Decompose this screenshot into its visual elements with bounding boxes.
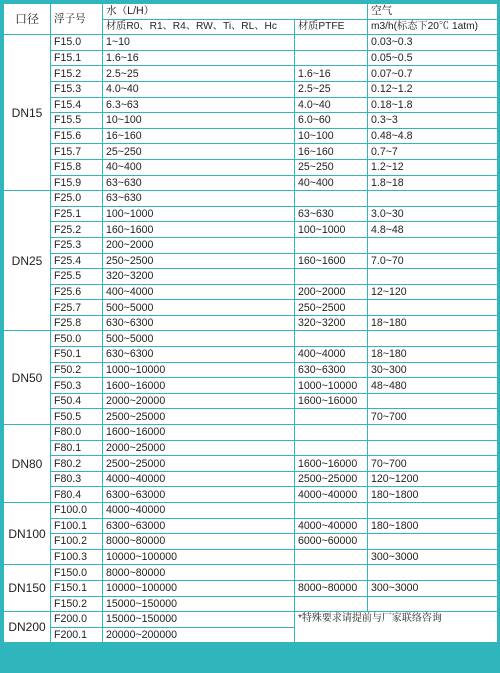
water-range-cell: 15000~150000 [103,596,295,612]
air-range-cell: 0.07~0.7 [368,66,498,82]
water-range-cell: 4.0~40 [103,81,295,97]
water-range-cell: 8000~80000 [103,534,295,550]
water-range-cell: 2000~25000 [103,440,295,456]
air-range-cell: 3.0~30 [368,206,498,222]
table-row [4,425,498,441]
table-row [4,113,498,129]
ptfe-range-cell: 1.6~16 [295,66,368,82]
header-row-1 [4,4,498,20]
float-no-cell: F80.0 [51,425,103,441]
ptfe-range-cell: 100~1000 [295,222,368,238]
ptfe-range-cell: 2.5~25 [295,81,368,97]
water-range-cell: 1600~16000 [103,378,295,394]
header-material-ptfe: 材质PTFE [295,19,368,35]
float-no-cell: F25.1 [51,206,103,222]
float-no-cell: F25.7 [51,300,103,316]
ptfe-range-cell: 40~400 [295,175,368,191]
table-row [4,175,498,191]
ptfe-range-cell: 2500~25000 [295,471,368,487]
caliber-cell: DN150 [4,565,51,612]
air-range-cell: 12~120 [368,284,498,300]
water-range-cell: 6.3~63 [103,97,295,113]
air-range-cell: 120~1200 [368,471,498,487]
table-row [4,253,498,269]
air-range-cell [368,269,498,285]
table-row [4,269,498,285]
ptfe-range-cell: 320~3200 [295,315,368,331]
water-range-cell: 15000~150000 [103,612,295,628]
ptfe-range-cell: 4000~40000 [295,518,368,534]
table-row [4,206,498,222]
air-range-cell [368,331,498,347]
water-range-cell: 1.6~16 [103,50,295,66]
water-range-cell: 1600~16000 [103,425,295,441]
air-range-cell: 0.7~7 [368,144,498,160]
table-row [4,331,498,347]
table-row [4,440,498,456]
table-row [4,284,498,300]
table-row [4,128,498,144]
water-range-cell: 10000~100000 [103,580,295,596]
float-no-cell: F25.3 [51,237,103,253]
table-row [4,222,498,238]
float-no-cell: F15.0 [51,35,103,51]
air-range-cell [368,534,498,550]
table-row [4,237,498,253]
ptfe-range-cell: 10~100 [295,128,368,144]
float-no-cell: F80.3 [51,471,103,487]
table-row [4,300,498,316]
table-row [4,50,498,66]
float-no-cell: F15.7 [51,144,103,160]
ptfe-range-cell [295,565,368,581]
table-row [4,393,498,409]
air-range-cell: 48~480 [368,378,498,394]
float-no-cell: F200.0 [51,612,103,628]
air-range-cell: 0.03~0.3 [368,35,498,51]
table-row [4,612,498,628]
water-range-cell: 2500~25000 [103,409,295,425]
header-material-r0: 材质R0、R1、R4、RW、Ti、RL、Hc [103,19,295,35]
water-range-cell: 10~100 [103,113,295,129]
water-range-cell: 630~6300 [103,315,295,331]
float-no-cell: F50.3 [51,378,103,394]
air-range-cell: 1.2~12 [368,159,498,175]
air-range-cell [368,565,498,581]
float-no-cell: F50.4 [51,393,103,409]
ptfe-range-cell [295,331,368,347]
water-range-cell: 2.5~25 [103,66,295,82]
ptfe-range-cell: 1000~10000 [295,378,368,394]
table-row [4,315,498,331]
float-no-cell: F50.2 [51,362,103,378]
air-range-cell: 7.0~70 [368,253,498,269]
float-no-cell: F15.2 [51,66,103,82]
float-no-cell: F80.2 [51,456,103,472]
float-no-cell: F15.3 [51,81,103,97]
air-range-cell [368,393,498,409]
special-note: *特殊要求请提前与厂家联络咨询 [295,612,498,643]
ptfe-range-cell: 6.0~60 [295,113,368,129]
ptfe-range-cell: 250~2500 [295,300,368,316]
header-water: 水（L/H） [103,4,368,20]
ptfe-range-cell [295,237,368,253]
air-range-cell [368,237,498,253]
table-row [4,81,498,97]
table-row [4,66,498,82]
table-row [4,487,498,503]
float-no-cell: F25.0 [51,191,103,207]
water-range-cell: 250~2500 [103,253,295,269]
caliber-cell: DN15 [4,35,51,191]
ptfe-range-cell: 16~160 [295,144,368,160]
air-range-cell [368,596,498,612]
ptfe-range-cell: 4000~40000 [295,487,368,503]
ptfe-range-cell: 400~4000 [295,347,368,363]
water-range-cell: 200~2000 [103,237,295,253]
water-range-cell: 2500~25000 [103,456,295,472]
header-caliber: 口径 [4,4,51,35]
table-row [4,378,498,394]
air-range-cell [368,191,498,207]
table-row [4,191,498,207]
water-range-cell: 320~3200 [103,269,295,285]
float-no-cell: F50.5 [51,409,103,425]
air-range-cell [368,503,498,519]
air-range-cell: 300~3000 [368,580,498,596]
float-no-cell: F25.8 [51,315,103,331]
air-range-cell [368,440,498,456]
water-range-cell: 500~5000 [103,300,295,316]
ptfe-range-cell [295,503,368,519]
flow-range-table [3,3,498,643]
water-range-cell: 63~630 [103,191,295,207]
air-range-cell: 180~1800 [368,487,498,503]
table-row [4,549,498,565]
air-range-cell: 0.18~1.8 [368,97,498,113]
water-range-cell: 160~1600 [103,222,295,238]
table-row [4,159,498,175]
ptfe-range-cell [295,409,368,425]
air-range-cell: 30~300 [368,362,498,378]
float-no-cell: F80.1 [51,440,103,456]
table-row [4,362,498,378]
ptfe-range-cell: 1600~16000 [295,393,368,409]
water-range-cell: 1~10 [103,35,295,51]
header-air-unit: m3/h(标态下20℃ 1atm) [368,19,498,35]
air-range-cell: 4.8~48 [368,222,498,238]
caliber-cell: DN25 [4,191,51,331]
float-no-cell: F25.4 [51,253,103,269]
air-range-cell: 300~3000 [368,549,498,565]
table-row [4,347,498,363]
air-range-cell: 70~700 [368,409,498,425]
float-no-cell: F25.2 [51,222,103,238]
ptfe-range-cell: 1600~16000 [295,456,368,472]
float-no-cell: F200.1 [51,627,103,643]
air-range-cell: 1.8~18 [368,175,498,191]
table-row [4,503,498,519]
float-no-cell: F15.1 [51,50,103,66]
ptfe-range-cell: 4.0~40 [295,97,368,113]
air-range-cell: 0.48~4.8 [368,128,498,144]
air-range-cell: 70~700 [368,456,498,472]
air-range-cell: 0.05~0.5 [368,50,498,66]
water-range-cell: 400~4000 [103,284,295,300]
header-air: 空气 [368,4,498,20]
water-range-cell: 16~160 [103,128,295,144]
ptfe-range-cell: 25~250 [295,159,368,175]
water-range-cell: 8000~80000 [103,565,295,581]
table-row [4,409,498,425]
air-range-cell: 0.3~3 [368,113,498,129]
ptfe-range-cell: 630~6300 [295,362,368,378]
water-range-cell: 630~6300 [103,347,295,363]
float-no-cell: F80.4 [51,487,103,503]
float-no-cell: F150.0 [51,565,103,581]
ptfe-range-cell: 160~1600 [295,253,368,269]
float-no-cell: F150.2 [51,596,103,612]
ptfe-range-cell [295,191,368,207]
float-no-cell: F100.0 [51,503,103,519]
air-range-cell [368,425,498,441]
caliber-cell: DN50 [4,331,51,425]
float-no-cell: F15.6 [51,128,103,144]
float-no-cell: F50.0 [51,331,103,347]
table-row [4,534,498,550]
ptfe-range-cell [295,50,368,66]
ptfe-range-cell [295,425,368,441]
header-float-no: 浮子号 [51,4,103,35]
water-range-cell: 40~400 [103,159,295,175]
ptfe-range-cell [295,440,368,456]
water-range-cell: 4000~40000 [103,471,295,487]
caliber-cell: DN80 [4,425,51,503]
ptfe-range-cell [295,549,368,565]
water-range-cell: 4000~40000 [103,503,295,519]
table-row [4,144,498,160]
air-range-cell: 180~1800 [368,518,498,534]
float-no-cell: F50.1 [51,347,103,363]
table-row [4,97,498,113]
water-range-cell: 6300~63000 [103,487,295,503]
float-no-cell: F25.5 [51,269,103,285]
float-no-cell: F15.9 [51,175,103,191]
water-range-cell: 100~1000 [103,206,295,222]
float-no-cell: F15.4 [51,97,103,113]
float-no-cell: F100.2 [51,534,103,550]
table-row [4,580,498,596]
water-range-cell: 1000~10000 [103,362,295,378]
air-range-cell: 18~180 [368,315,498,331]
ptfe-range-cell: 63~630 [295,206,368,222]
ptfe-range-cell: 6000~60000 [295,534,368,550]
table-row [4,596,498,612]
ptfe-range-cell [295,35,368,51]
float-no-cell: F100.3 [51,549,103,565]
water-range-cell: 10000~100000 [103,549,295,565]
float-no-cell: F15.8 [51,159,103,175]
table-row [4,456,498,472]
table-row [4,565,498,581]
float-no-cell: F150.1 [51,580,103,596]
air-range-cell [368,300,498,316]
air-range-cell: 0.12~1.2 [368,81,498,97]
water-range-cell: 25~250 [103,144,295,160]
ptfe-range-cell: 8000~80000 [295,580,368,596]
water-range-cell: 63~630 [103,175,295,191]
float-no-cell: F25.6 [51,284,103,300]
float-no-cell: F15.5 [51,113,103,129]
table-row [4,518,498,534]
table-row [4,35,498,51]
water-range-cell: 6300~63000 [103,518,295,534]
caliber-cell: DN100 [4,503,51,565]
water-range-cell: 20000~200000 [103,627,295,643]
table-row [4,471,498,487]
water-range-cell: 500~5000 [103,331,295,347]
water-range-cell: 2000~20000 [103,393,295,409]
caliber-cell: DN200 [4,612,51,643]
air-range-cell: 18~180 [368,347,498,363]
ptfe-range-cell: 200~2000 [295,284,368,300]
ptfe-range-cell [295,269,368,285]
ptfe-range-cell [295,596,368,612]
float-no-cell: F100.1 [51,518,103,534]
